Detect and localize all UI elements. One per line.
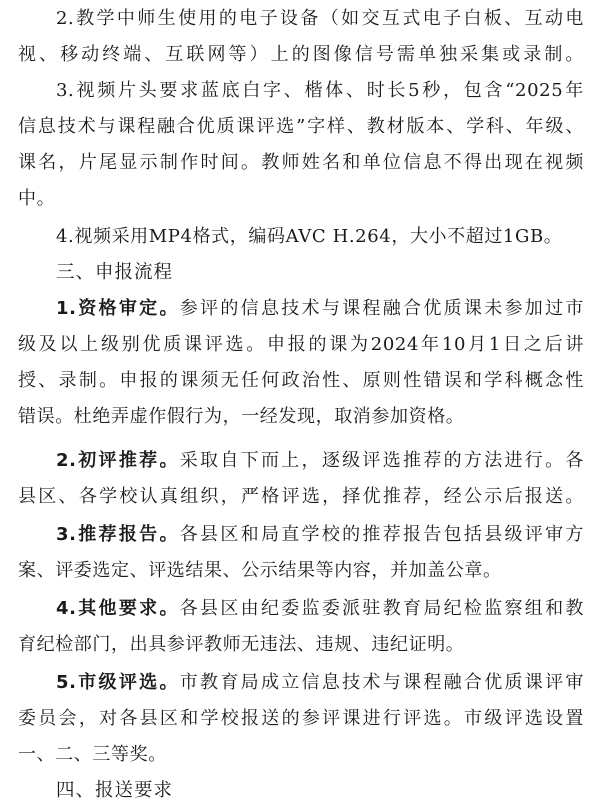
text-line: 2.教学中师生使用的电子设备（如交互式电子白板、互动电 [56, 8, 584, 29]
text-line: 案、评委选定、评选结果、公示结果等内容，并加盖公章。 [18, 560, 502, 581]
text-line: 课名，片尾显示制作时间。教师姓名和单位信息不得出现在视频 [18, 152, 584, 173]
text-line: 错误。杜绝弄虚作假行为，一经发现，取消参加资格。 [18, 406, 465, 427]
text-line: 3.视频片头要求蓝底白字、楷体、时长5秒，包含“2025年 [56, 80, 584, 101]
text-line [56, 594, 584, 624]
item-text: 各县区和局直学校的推荐报告包括县级评审方 [179, 524, 584, 545]
item-title: 2.初评推荐。 [56, 450, 180, 471]
text-line: 育纪检部门，出具参评教师无违法、违规、违纪证明。 [18, 634, 465, 655]
item-title: 5.市级评选。 [56, 672, 180, 693]
text-line: 授、录制。申报的课须无任何政治性、原则性错误和学科概念性 [18, 370, 584, 391]
text-line: 中。 [18, 188, 56, 209]
text-line [56, 446, 584, 476]
item-text: 各县区由纪委监委派驻教育局纪检监察组和教 [179, 598, 584, 619]
item-title: 4.其他要求。 [56, 598, 180, 619]
text-line: 4.视频采用MP4格式，编码AVC H.264，大小不超过1GB。 [56, 226, 563, 247]
item-text: 市教育局成立信息技术与课程融合优质课评审 [179, 672, 584, 693]
section-heading: 四、报送要求 [56, 780, 174, 801]
item-text: 参评的信息技术与课程融合优质课未参加过市 [179, 298, 584, 319]
text-line: 委员会，对各县区和学校报送的参评课进行评选。市级评选设置 [18, 708, 584, 729]
item-title: 3.推荐报告。 [56, 524, 180, 545]
text-line: 信息技术与课程融合优质课评选”字样、教材版本、学科、年级、 [18, 116, 584, 137]
text-line: 县区、各学校认真组织，严格评选，择优推荐，经公示后报送。 [18, 486, 584, 507]
item-title: 1.资格审定。 [56, 298, 180, 319]
text-line [56, 294, 584, 324]
text-line [56, 520, 584, 550]
section-heading: 三、申报流程 [56, 262, 174, 283]
text-line: 视、移动终端、互联网等）上的图像信号需单独采集或录制。 [18, 44, 584, 65]
text-line [56, 668, 584, 698]
text-line: 级及以上级别优质课评选。申报的课为2024年10月1日之后讲 [18, 334, 584, 355]
item-text: 采取自下而上，逐级评选推荐的方法进行。各 [179, 450, 584, 471]
text-line: 一、二、三等奖。 [18, 744, 167, 765]
